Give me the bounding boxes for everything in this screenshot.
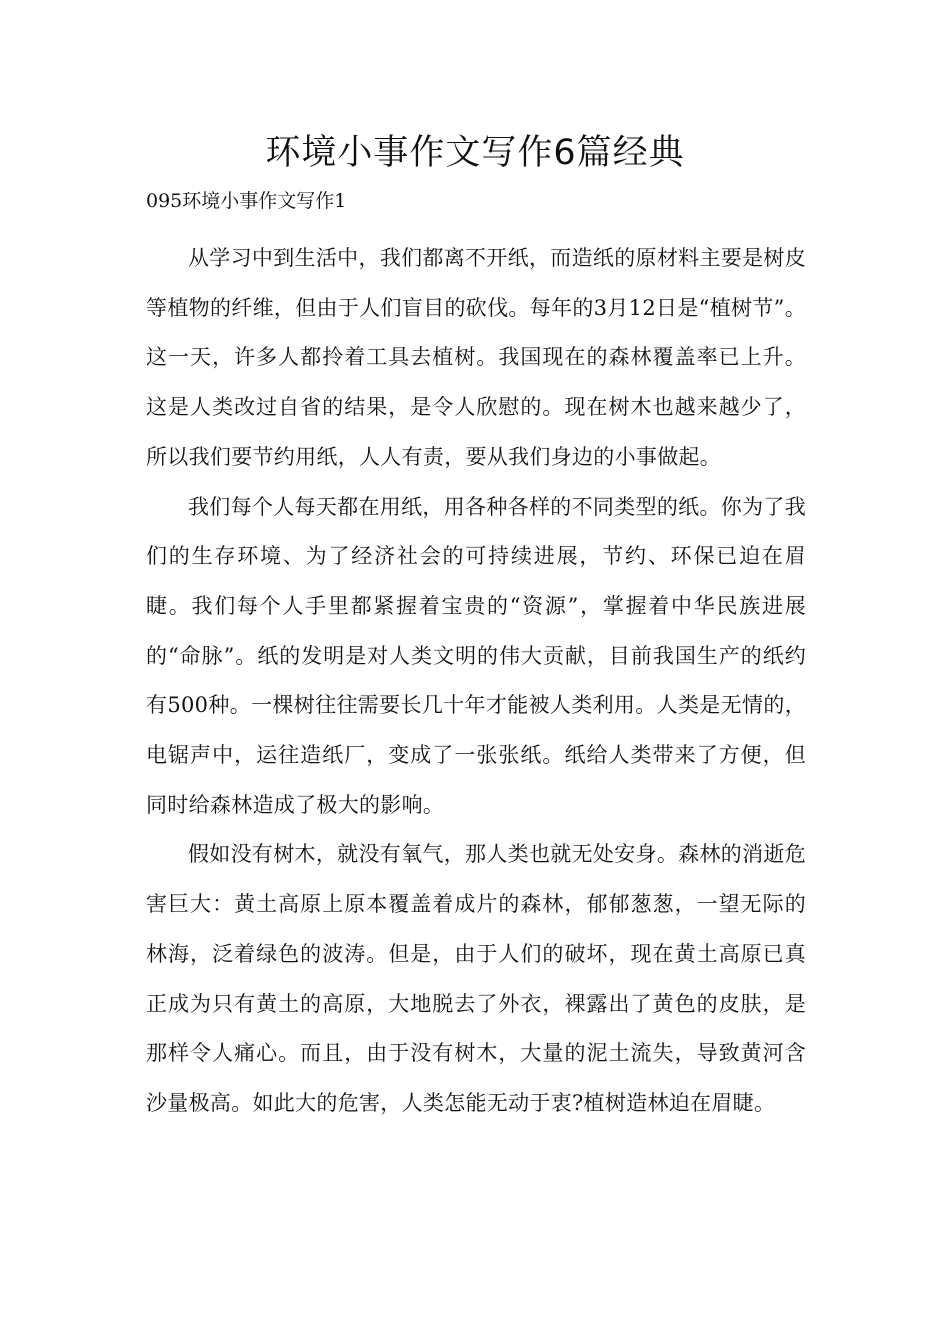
paragraph-3: 假如没有树木，就没有氧气，那人类也就无处安身。森林的消逝危害巨大：黄土高原上原本覆盖着成片的森林，郁郁葱葱，一望无际的林海，泛着绿色的波涛。但是，由于人们的破坏，现在黄土高原已真正成为只有黄土的高原，大地脱去了外衣，裸露出了黄色的皮肤，是那样令人痛心。而且，由于没有树木，大量的泥土流失，导致黄河含沙量极高。如此大的危害，人类怎能无动于衷?植树造林迫在眉睫。 bbox=[146, 842, 806, 1115]
document-subtitle: 095环境小事作文写作1 bbox=[146, 190, 347, 212]
paragraph-1: 从学习中到生活中，我们都离不开纸，而造纸的原材料主要是树皮等植物的纤维，但由于人们盲目的砍伐。每年的3月12日是“植树节”。这一天，许多人都拎着工具去植树。我国现在的森林覆盖率已上升。这是人类改过自省的结果，是令人欣慰的。现在树木也越来越少了，所以我们要节约用纸，人人有责，要从我们身边的小事做起。 bbox=[146, 246, 806, 469]
document-title: 环境小事作文写作6篇经典 bbox=[265, 133, 685, 173]
paragraph-2: 我们每个人每天都在用纸，用各种各样的不同类型的纸。你为了我们的生存环境、为了经济社会的可持续进展，节约、环保已迫在眉睫。我们每个人手里都紧握着宝贵的“资源”，掌握着中华民族进展的“命脉”。纸的发明是对人类文明的伟大贡献，目前我国生产的纸约有500种。一棵树往往需要长几十年才能被人类利用。人类是无情的，电锯声中，运往造纸厂，变成了一张张纸。纸给人类带来了方便，但同时给森林造成了极大的影响。 bbox=[146, 494, 806, 817]
document-body bbox=[146, 234, 806, 1129]
